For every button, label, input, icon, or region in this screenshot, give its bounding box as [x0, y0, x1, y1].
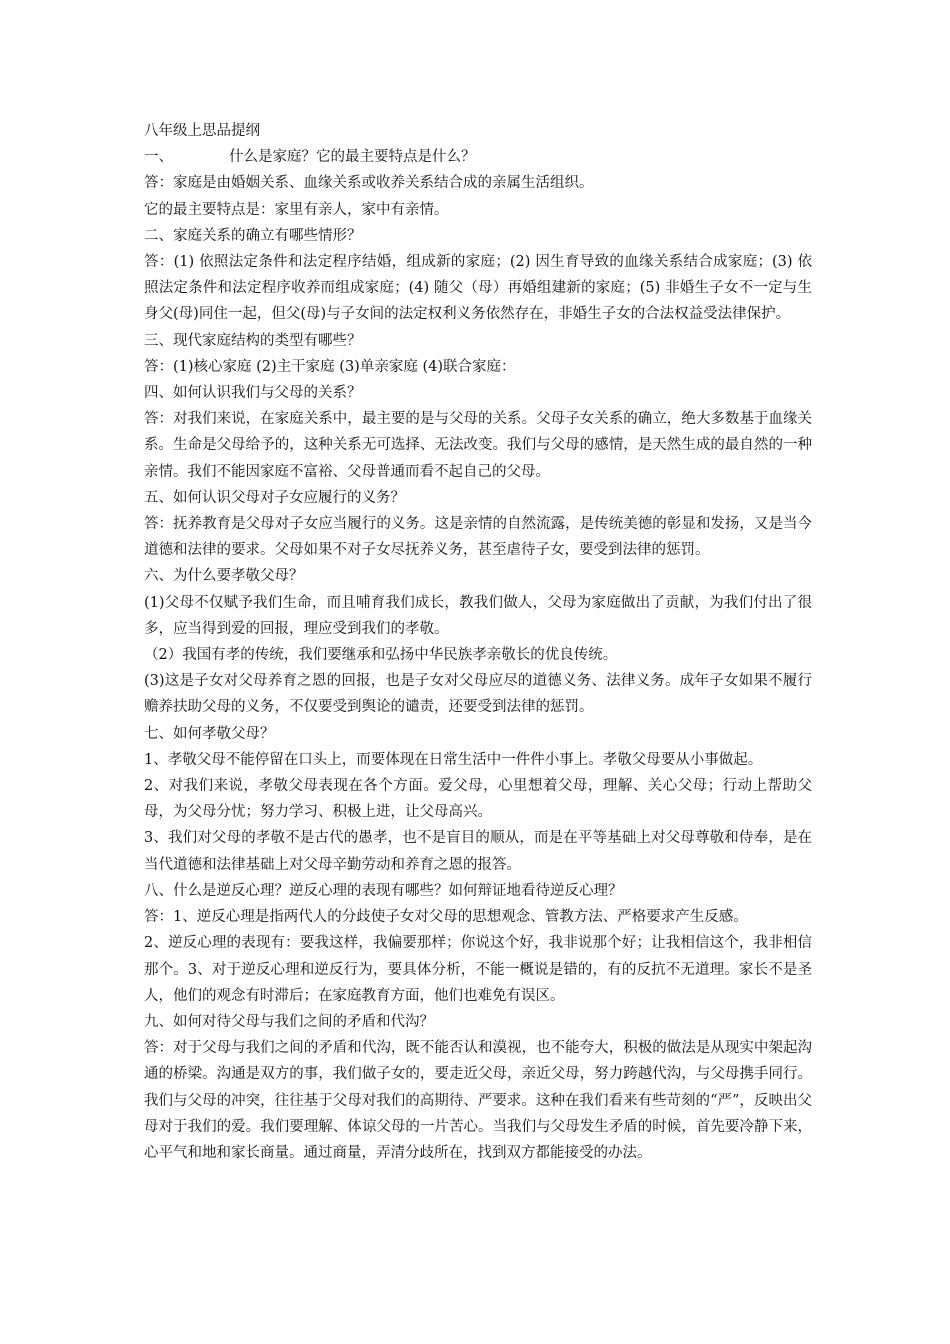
answer-8-part-1: 答：1、逆反心理是指两代人的分歧使子女对父母的思想观念、管教方法、严格要求产生反感。 — [144, 909, 748, 926]
question-6: 六、为什么要孝敬父母？ — [144, 568, 304, 585]
question-8: 八、什么是逆反心理？逆反心理的表现有哪些？如何辩证地看待逆反心理？ — [144, 882, 623, 899]
question-7: 七、如何孝敬父母？ — [144, 725, 275, 742]
answer-8-part-2: 2、逆反心理的表现有：要我这样，我偏要那样；你说这个好，我非说那个好；让我相信这个，我非相信那个。3、对于逆反心理和逆反行为，要具体分析，不能一概说是错的，有的反抗不无道理。家长不是圣人，他们的观念有时滞后；在家庭教育方面，他们也难免有误区。 — [144, 935, 812, 1004]
answer-6-point-1: (1)父母不仅赋予我们生命，而且哺育我们成长，教我们做人，父母为家庭做出了贡献，为我们付出了很多，应当得到爱的回报，理应受到我们的孝敬。 — [144, 594, 812, 637]
answer-4: 答：对我们来说，在家庭关系中，最主要的是与父母的关系。父母子女关系的确立，绝大多数基于血缘关系。生命是父母给予的，这种关系无可选择、无法改变。我们与父母的感情，是天然生成的最自然的一种亲情。我们不能因家庭不富裕、父母普通而看不起自己的父母。 — [144, 411, 812, 480]
question-1 — [144, 144, 812, 170]
answer-2: 答：(1) 依照法定条件和法定程序结婚，组成新的家庭；(2) 因生育导致的血缘关系结合成家庭；(3) 依照法定条件和法定程序收养而组成家庭；(4) 随父（母）再婚组建新的家庭；(5) 非婚生子女不一定与生身父(母)同住一起，但父(母)与子女间的法定权利义务依然存在，非婚生子女的合法权益受法律保护。 — [144, 254, 812, 323]
document-page — [144, 118, 812, 1166]
answer-1-line-2: 它的最主要特点是：家里有亲人，家中有亲情。 — [144, 201, 449, 218]
question-4: 四、如何认识我们与父母的关系？ — [144, 385, 362, 402]
document-title: 八年级上思品提纲 — [144, 123, 260, 139]
answer-1-line-1: 答：家庭是由婚姻关系、血缘关系或收养关系结合成的亲属生活组织。 — [144, 175, 594, 192]
answer-6-point-3: (3)这是子女对父母养育之恩的回报，也是子女对父母应尽的道德义务、法律义务。成年子女如果不履行赡养扶助父母的义务，不仅要受到舆论的谴责，还要受到法律的惩罚。 — [144, 673, 812, 716]
question-1-number: 一、 — [144, 149, 173, 166]
answer-7-point-2: 2、对我们来说，孝敬父母表现在各个方面。爱父母，心里想着父母，理解、关心父母；行动上帮助父母，为父母分忧；努力学习、积极上进，让父母高兴。 — [144, 778, 812, 821]
answer-7-point-3: 3、我们对父母的孝敬不是古代的愚孝，也不是盲目的顺从，而是在平等基础上对父母尊敬和侍奉，是在当代道德和法律基础上对父母辛勤劳动和养育之恩的报答。 — [144, 830, 812, 873]
question-2: 二、家庭关系的确立有哪些情形？ — [144, 227, 362, 244]
question-1-text: 什么是家庭？它的最主要特点是什么？ — [229, 149, 476, 166]
answer-3: 答：(1)核心家庭 (2)主干家庭 (3)单亲家庭 (4)联合家庭： — [144, 358, 516, 375]
answer-6-point-2: （2）我国有孝的传统，我们要继承和弘扬中华民族孝亲敬长的优良传统。 — [144, 647, 618, 664]
question-3: 三、现代家庭结构的类型有哪些？ — [144, 332, 362, 349]
question-9: 九、如何对待父母与我们之间的矛盾和代沟？ — [144, 1013, 434, 1030]
answer-9: 答：对于父母与我们之间的矛盾和代沟，既不能否认和漠视，也不能夸大，积极的做法是从现实中架起沟通的桥梁。沟通是双方的事，我们做子女的，要走近父母，亲近父母，努力跨越代沟，与父母携手同行。我们与父母的冲突，往往基于父母对我们的高期待、严要求。这种在我们看来有些苛刻的“严”，反映出父母对于我们的爱。我们要理解、体谅父母的一片苦心。当我们与父母发生矛盾的时候，首先要冷静下来，心平气和地和家长商量。通过商量，弄清分歧所在，找到双方都能接受的办法。 — [144, 1040, 812, 1161]
answer-5: 答：抚养教育是父母对子女应当履行的义务。这是亲情的自然流露，是传统美德的彰显和发扬，又是当今道德和法律的要求。父母如果不对子女尽抚养义务，甚至虐待子女，要受到法律的惩罚。 — [144, 516, 812, 559]
answer-7-point-1: 1、孝敬父母不能停留在口头上，而要体现在日常生活中一件件小事上。孝敬父母要从小事做起。 — [144, 751, 763, 768]
question-5: 五、如何认识父母对子女应履行的义务？ — [144, 489, 405, 506]
